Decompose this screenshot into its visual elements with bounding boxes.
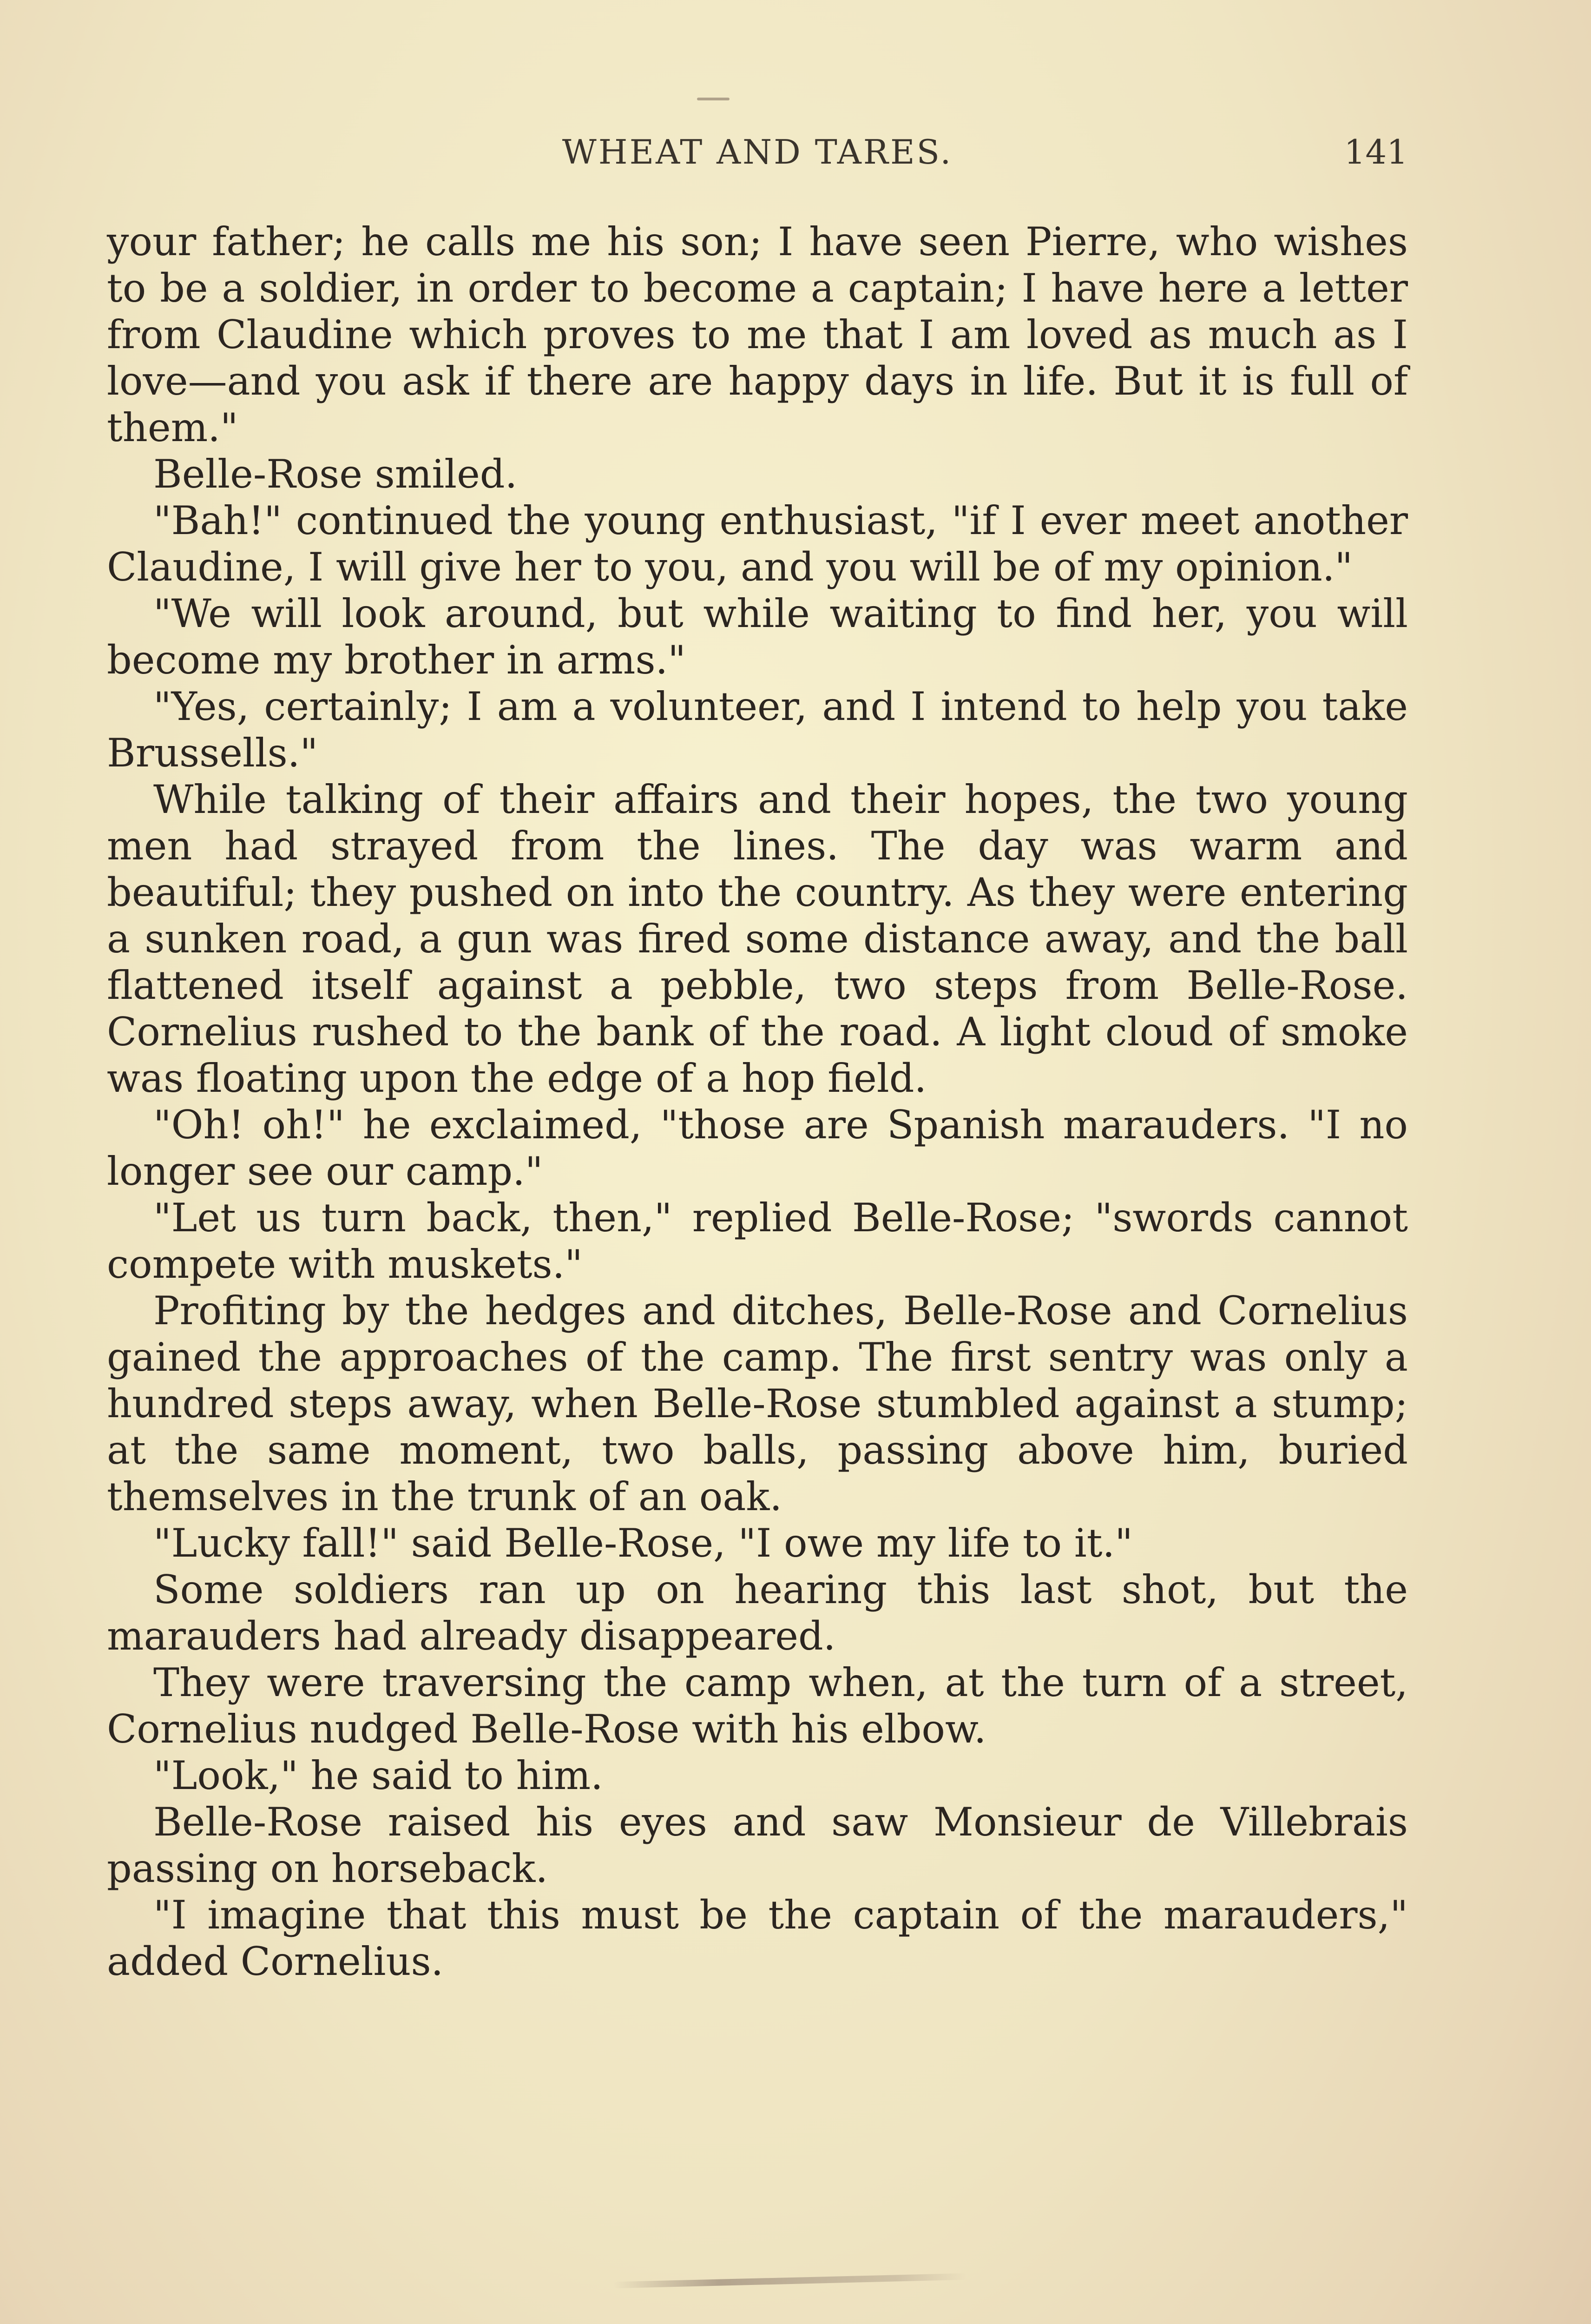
paragraph: "Yes, certainly; I am a volunteer, and I intend to help you take Brussells." bbox=[107, 684, 1408, 776]
paragraph: Some soldiers ran up on hearing this last shot, but the marauders had already disappeared. bbox=[107, 1567, 1408, 1659]
paragraph: "Oh! oh!" he exclaimed, "those are Spanish marauders. "I no longer see our camp." bbox=[107, 1102, 1408, 1194]
paragraph: "Lucky fall!" said Belle-Rose, "I owe my life to it." bbox=[153, 1520, 1133, 1566]
paragraph: "Bah!" continued the young enthusiast, "if I ever meet another Claudine, I will give her to you, and you will be of my opinion." bbox=[107, 498, 1408, 590]
paragraph: your father; he calls me his son; I have seen Pierre, who wishes to be a soldier, in order to become a captain; I have here a letter from Claudine which proves to me that I am loved as much as I love—and you ask if there are happy days in life. But it is full of them." bbox=[107, 219, 1408, 450]
paragraph: While talking of their affairs and their hopes, the two young men had strayed from the lines. The day was warm and beautiful; they pushed on into the country. As they were entering a sunken road, a gun was fired some distance away, and the ball flattened itself against a pebble, two steps from Belle-Rose. Cornelius rushed to the bank of the road. A light cloud of smoke was floating upon the edge of a hop field. bbox=[107, 777, 1408, 1101]
paragraph: "Let us turn back, then," replied Belle-Rose; "swords cannot compete with muskets." bbox=[107, 1195, 1408, 1287]
paragraph: "Look," he said to him. bbox=[153, 1753, 603, 1798]
paragraph: Belle-Rose raised his eyes and saw Monsieur de Villebrais passing on horseback. bbox=[107, 1799, 1408, 1891]
ink-mark bbox=[697, 98, 730, 100]
paragraph: Profiting by the hedges and ditches, Belle-Rose and Cornelius gained the approaches of the camp. The first sentry was only a hundred steps away, when Belle-Rose stumbled against a stump; at the same moment, two balls, passing above him, buried themselves in the trunk of an oak. bbox=[107, 1288, 1408, 1519]
paragraph: "I imagine that this must be the captain of the marauders," added Cornelius. bbox=[107, 1892, 1408, 1984]
page-header bbox=[107, 132, 1408, 184]
body-text bbox=[107, 218, 1408, 1985]
running-head: WHEAT AND TARES. bbox=[562, 132, 953, 172]
paragraph: "We will look around, but while waiting to find her, you will become my brother in arms." bbox=[107, 591, 1408, 683]
paragraph: They were traversing the camp when, at the turn of a street, Cornelius nudged Belle-Rose with his elbow. bbox=[107, 1660, 1408, 1752]
page-number: 141 bbox=[1344, 132, 1408, 172]
paragraph: Belle-Rose smiled. bbox=[153, 451, 518, 497]
ink-smudge bbox=[613, 2273, 966, 2289]
